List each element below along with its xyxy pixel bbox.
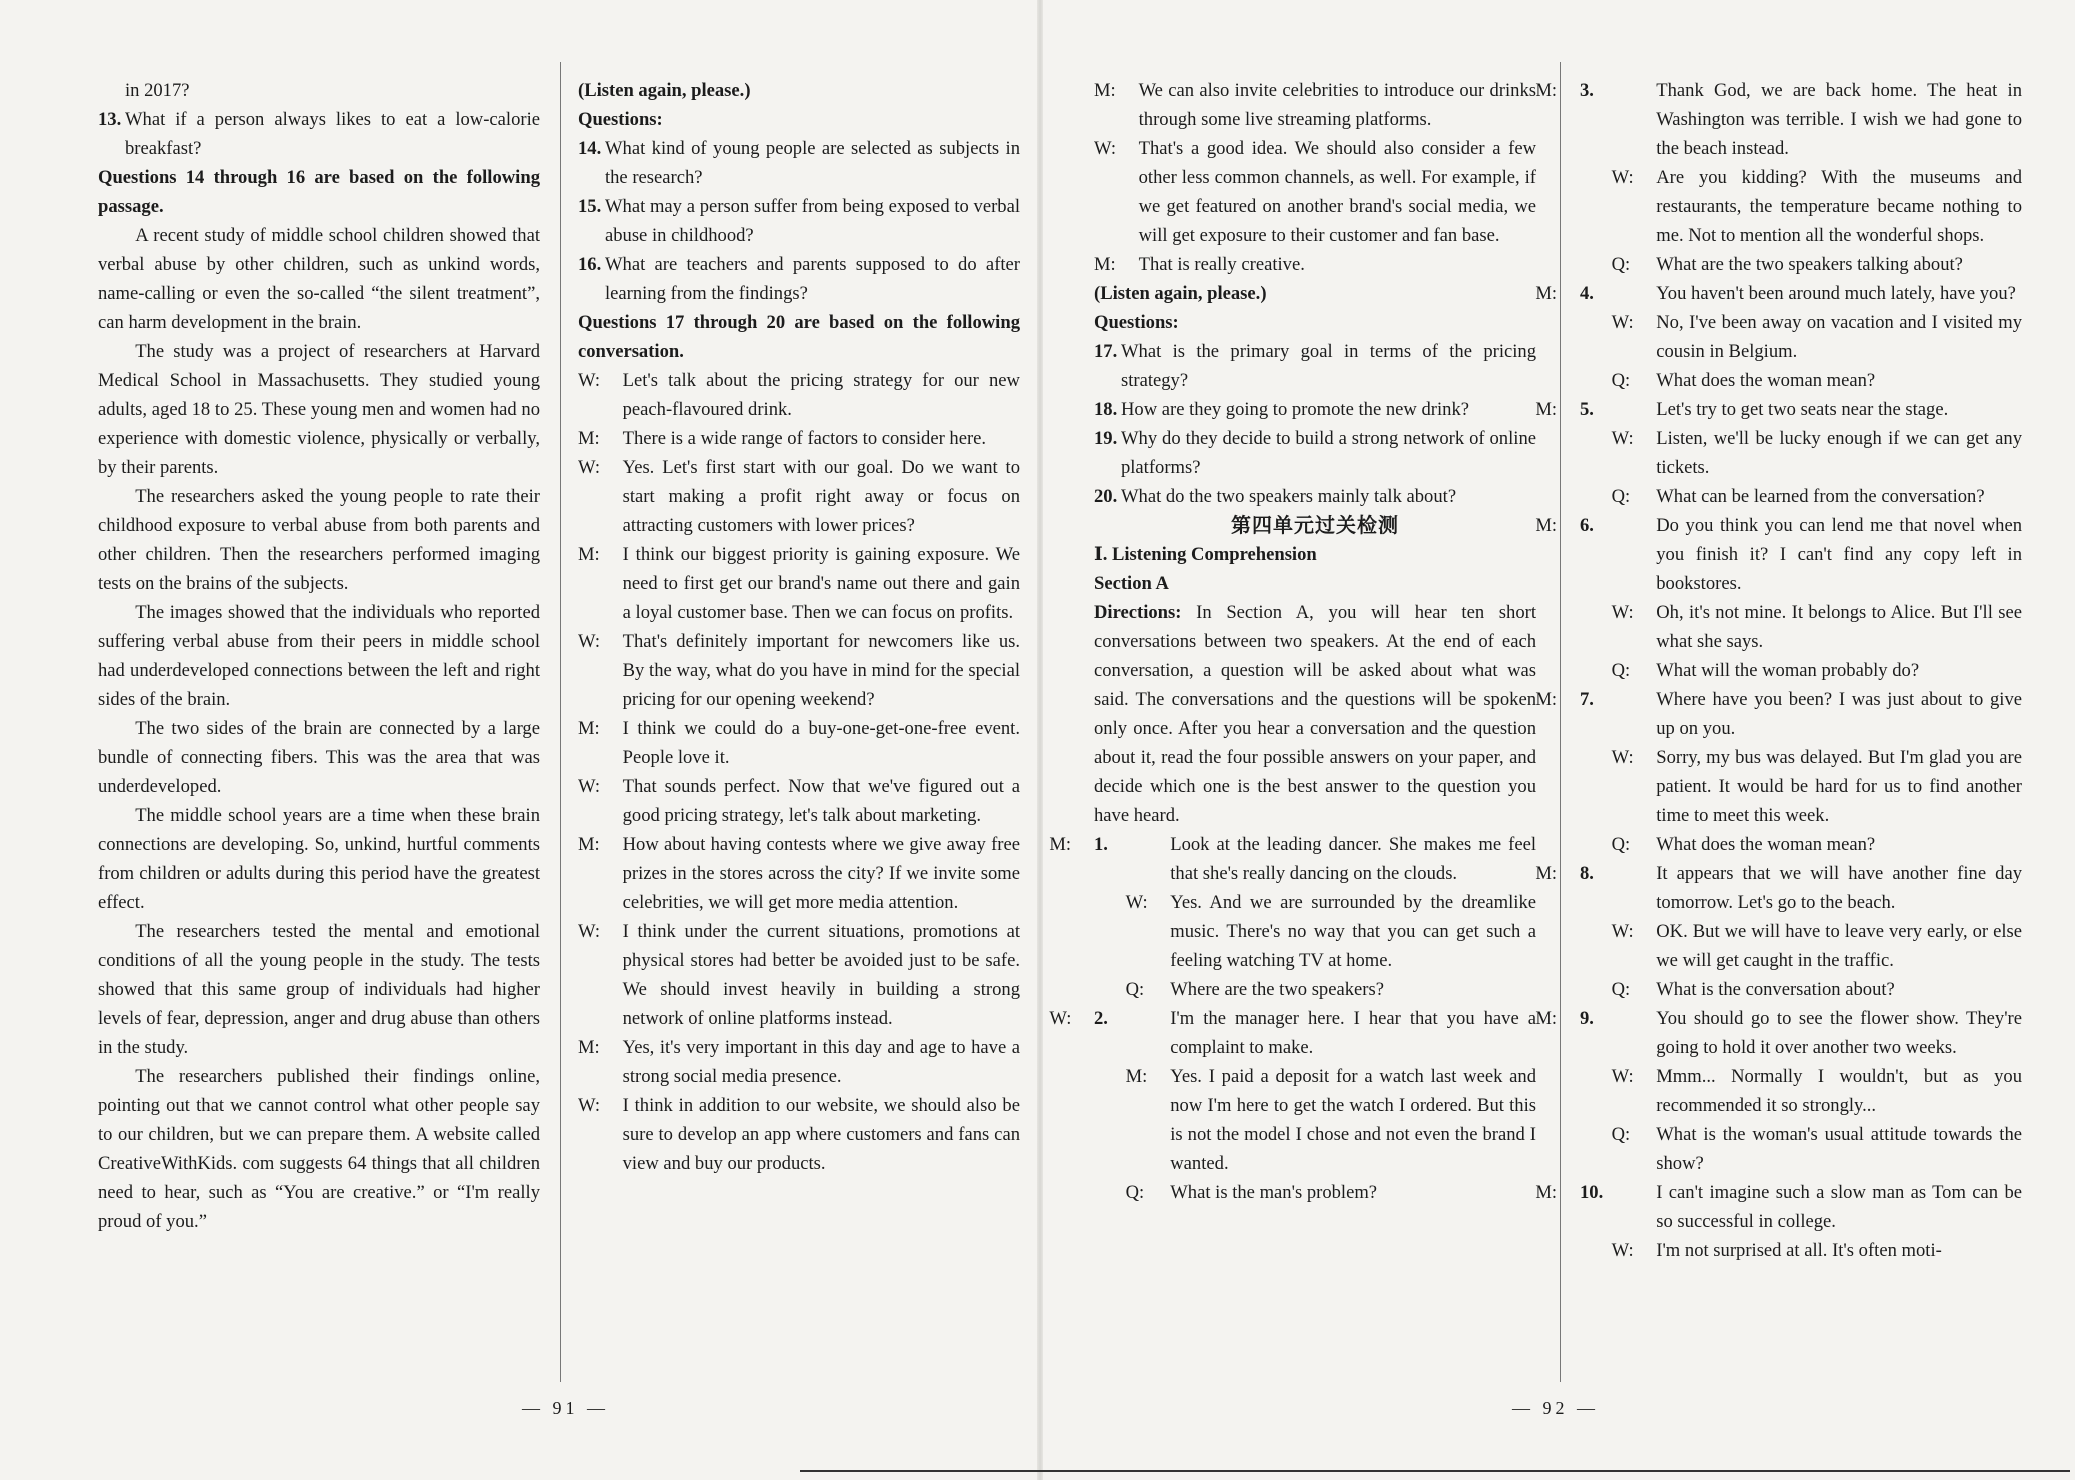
question-item (1094, 395, 1536, 424)
question-text: What do the two speakers mainly talk about? (1120, 486, 1457, 507)
dialogue-line (1580, 1120, 2022, 1178)
speaker-label: Q: (1611, 1124, 1631, 1145)
passage-paragraph: The two sides of the brain are connected by a large bundle of connecting fibers. This was the area that was underdeveloped. (98, 718, 540, 797)
dialogue-line (1580, 975, 2022, 1004)
speaker-label: W: (1611, 602, 1634, 623)
speaker-label: M: (1535, 283, 1558, 304)
speaker-label: M: (1125, 1066, 1148, 1087)
passage-paragraph: A recent study of middle school children showed that verbal abuse by other children, such as unkind words, name-calling or even the so-called “the silent treatment”, can harm development in the brain. (98, 225, 540, 333)
item-number: 4. (1580, 283, 1594, 304)
question-text: What may a person suffer from being exposed to verbal abuse in childhood? (604, 196, 1020, 246)
dialogue-line (578, 714, 1020, 772)
dialogue-line (1094, 975, 1536, 1004)
speaker-label: W: (1611, 167, 1634, 188)
dialogue-text: Yes. And we are surrounded by the dreamlike music. There's no way that you can get such a feeling watching TV at home. (1170, 892, 1536, 971)
item-number: 1. (1094, 834, 1108, 855)
speaker-label: W: (578, 1095, 601, 1116)
dialogue-text: That is really creative. (1138, 254, 1305, 275)
question-item (1094, 424, 1536, 482)
item-number: 6. (1580, 515, 1594, 536)
speaker-label: W: (578, 370, 601, 391)
dialogue-line (578, 772, 1020, 830)
dialogue-line (578, 917, 1020, 1033)
dialogue-text: What is the conversation about? (1656, 979, 1895, 1000)
dialogue-line (1580, 1236, 2022, 1265)
dialogue-line (1580, 1062, 2022, 1120)
speaker-label: W: (1611, 921, 1634, 942)
numbered-dialogue-line (1535, 279, 2022, 308)
speaker-label: W: (1125, 892, 1148, 913)
section-heading: Ⅰ. Listening Comprehension (1094, 544, 1317, 565)
question-item (578, 250, 1020, 308)
speaker-label: M: (1049, 834, 1072, 855)
numbered-dialogue-line (1535, 859, 2022, 917)
dialogue-line (1094, 76, 1536, 134)
question-number: 13. (98, 109, 122, 130)
dialogue-text: That sounds perfect. Now that we've figured out a good pricing strategy, let's talk about marketing. (622, 776, 1020, 826)
dialogue-line (578, 830, 1020, 917)
speaker-label: W: (578, 457, 601, 478)
numbered-dialogue-line (1535, 511, 2022, 598)
passage-paragraph: The researchers asked the young people to rate their childhood exposure to verbal abuse from both parents and other children. Then the researchers performed imaging tests on the brains of the subjects. (98, 486, 540, 594)
numbered-dialogue-line (1535, 76, 2022, 163)
dialogue-line (1094, 250, 1536, 279)
dialogue-line (1094, 1062, 1536, 1178)
dialogue-text: I'm not surprised at all. It's often moti- (1656, 1240, 1942, 1261)
section-heading: Questions: (1094, 312, 1179, 333)
dialogue-text: Listen, we'll be lucky enough if we can get any tickets. (1656, 428, 2022, 478)
dialogue-text: I'm the manager here. I hear that you have a complaint to make. (1170, 1008, 1536, 1058)
speaker-label: W: (578, 776, 601, 797)
dialogue-line (578, 453, 1020, 540)
dialogue-line (578, 1091, 1020, 1178)
page-number-left: — 91 — (522, 1398, 609, 1418)
speaker-label: Q: (1611, 370, 1631, 391)
dialogue-line (1094, 888, 1536, 975)
speaker-label: W: (1611, 312, 1634, 333)
item-number: 2. (1094, 1008, 1108, 1029)
dialogue-text: Let's try to get two seats near the stage. (1656, 399, 1949, 420)
directions-label: Directions: (1094, 602, 1182, 623)
dialogue-line (1580, 830, 2022, 859)
numbered-dialogue-line (1049, 1004, 1536, 1062)
dialogue-text: Where are the two speakers? (1170, 979, 1384, 1000)
question-item (1094, 337, 1536, 395)
dialogue-text: We can also invite celebrities to introduce our drinks through some live streaming platforms. (1138, 80, 1536, 130)
dialogue-text: What is the woman's usual attitude towards the show? (1656, 1124, 2022, 1174)
dialogue-text: Look at the leading dancer. She makes me feel that she's really dancing on the clouds. (1170, 834, 1536, 884)
dialogue-text: What does the woman mean? (1656, 834, 1876, 855)
dialogue-text: I think in addition to our website, we should also be sure to develop an app where customers and fans can view and buy our products. (622, 1095, 1020, 1174)
dialogue-text: I think we could do a buy-one-get-one-free event. People love it. (622, 718, 1020, 768)
question-text: Why do they decide to build a strong network of online platforms? (1120, 428, 1536, 478)
dialogue-text: Oh, it's not mine. It belongs to Alice. But I'll see what she says. (1656, 602, 2022, 652)
passage-paragraph: The researchers tested the mental and emotional conditions of all the young people in the study. The tests showed that this same group of individuals had higher levels of fear, depression, anger and drug abuse than others in the study. (98, 921, 540, 1058)
scan-edge-line (800, 1470, 2070, 1472)
speaker-label: Q: (1125, 1182, 1145, 1203)
dialogue-text: I can't imagine such a slow man as Tom can be so successful in college. (1656, 1182, 2022, 1232)
dialogue-line (578, 540, 1020, 627)
question-number: 14. (578, 138, 602, 159)
dialogue-line (1580, 163, 2022, 250)
speaker-label: W: (1611, 1066, 1634, 1087)
dialogue-text: Yes. I paid a deposit for a watch last week and now I'm here to get the watch I ordered. But this is not the model I chose and not even the brand I wanted. (1170, 1066, 1536, 1174)
right-page-column-2 (1535, 76, 2022, 1265)
section-heading: Questions: (578, 109, 663, 130)
speaker-label: M: (1535, 689, 1558, 710)
dialogue-text: What will the woman probably do? (1656, 660, 1920, 681)
item-number: 8. (1580, 863, 1594, 884)
speaker-label: W: (578, 631, 601, 652)
section-heading: (Listen again, please.) (1094, 283, 1267, 304)
section-heading: Questions 17 through 20 are based on the following conversation. (578, 312, 1020, 362)
dialogue-text: Are you kidding? With the museums and restaurants, the temperature became nothing to me. Not to mention all the wonderful shops. (1656, 167, 2022, 246)
page-gutter (1037, 0, 1043, 1480)
dialogue-text: How about having contests where we give away free prizes in the stores across the city? If we invite some celebrities, we will get more media attention. (622, 834, 1020, 913)
speaker-label: W: (1611, 1240, 1634, 1261)
passage-paragraph: The middle school years are a time when these brain connections are developing. So, unkind, hurtful comments from children or adults during this period have the greatest effect. (98, 805, 540, 913)
numbered-dialogue-line (1049, 830, 1536, 888)
speaker-label: M: (578, 428, 600, 449)
speaker-label: W: (1094, 138, 1117, 159)
dialogue-line (1580, 308, 2022, 366)
dialogue-text: No, I've been away on vacation and I visited my cousin in Belgium. (1656, 312, 2022, 362)
page-number-right: — 92 — (1512, 1398, 1599, 1418)
dialogue-text: Do you think you can lend me that novel when you finish it? I can't find any copy left in bookstores. (1656, 515, 2022, 594)
speaker-label: Q: (1611, 834, 1631, 855)
question-text: What if a person always likes to eat a low-calorie breakfast? (124, 109, 540, 159)
dialogue-line (578, 424, 1020, 453)
dialogue-text: Sorry, my bus was delayed. But I'm glad you are patient. It would be hard for us to find another time to meet this week. (1656, 747, 2022, 826)
speaker-label: W: (1611, 747, 1634, 768)
speaker-label: Q: (1125, 979, 1145, 1000)
directions-paragraph (1094, 598, 1536, 830)
section-heading: (Listen again, please.) (578, 80, 751, 101)
dialogue-line (1580, 424, 2022, 482)
passage-paragraph: The images showed that the individuals who reported suffering verbal abuse from their peers in middle school had underdeveloped connections between the left and right sides of the brain. (98, 602, 540, 710)
numbered-dialogue-line (1535, 685, 2022, 743)
speaker-label: W: (578, 921, 601, 942)
section-heading: Questions 14 through 16 are based on the following passage. (98, 167, 540, 217)
continued-text: in 2017? (124, 80, 190, 101)
directions-text: In Section A, you will hear ten short conversations between two speakers. At the end of each conversation, a question will be asked about what was said. The conversations and the questions will be spoken only once. After you hear a conversation and the question about it, read the four possible answers on your paper, and decide which one is the best answer to the question you have heard. (1094, 602, 1536, 826)
speaker-label: Q: (1611, 254, 1631, 275)
question-text: How are they going to promote the new drink? (1120, 399, 1469, 420)
item-number: 10. (1580, 1182, 1604, 1203)
question-item (578, 192, 1020, 250)
dialogue-text: Thank God, we are back home. The heat in Washington was terrible. I wish we had gone to the beach instead. (1656, 80, 2022, 159)
dialogue-text: OK. But we will have to leave very early, or else we will get caught in the traffic. (1656, 921, 2022, 971)
item-number: 7. (1580, 689, 1594, 710)
dialogue-line (1094, 134, 1536, 250)
dialogue-line (1580, 250, 2022, 279)
dialogue-text: What is the man's problem? (1170, 1182, 1378, 1203)
dialogue-text: You should go to see the flower show. They're going to hold it over another two weeks. (1656, 1008, 2022, 1058)
dialogue-text: Yes. Let's first start with our goal. Do we want to start making a profit right away or focus on attracting customers with lower prices? (622, 457, 1020, 536)
speaker-label: M: (578, 718, 600, 739)
dialogue-line (578, 627, 1020, 714)
dialogue-text: That's a good idea. We should also consider a few other less common channels, as well. For example, if we get featured on another brand's social media, we will get exposure to their customer and fan base. (1138, 138, 1536, 246)
unit-test-heading: 第四单元过关检测 (1231, 513, 1399, 537)
dialogue-text: It appears that we will have another fine day tomorrow. Let's go to the beach. (1656, 863, 2022, 913)
speaker-label: M: (1535, 515, 1558, 536)
speaker-label: M: (1535, 399, 1558, 420)
speaker-label: W: (1611, 428, 1634, 449)
dialogue-text: What does the woman mean? (1656, 370, 1876, 391)
item-number: 3. (1580, 80, 1594, 101)
dialogue-text: That's definitely important for newcomers like us. By the way, what do you have in mind for the special pricing for our opening weekend? (622, 631, 1020, 710)
dialogue-line (1580, 366, 2022, 395)
dialogue-line (1580, 598, 2022, 656)
question-number: 19. (1094, 428, 1118, 449)
dialogue-text: Let's talk about the pricing strategy for our new peach-flavoured drink. (622, 370, 1020, 420)
speaker-label: Q: (1611, 660, 1631, 681)
question-number: 15. (578, 196, 602, 217)
speaker-label: M: (578, 544, 600, 565)
speaker-label: M: (578, 1037, 600, 1058)
question-text: What kind of young people are selected as subjects in the research? (604, 138, 1020, 188)
dialogue-text: I think our biggest priority is gaining exposure. We need to first get our brand's name out there and gain a loyal customer base. Then we can focus on profits. (622, 544, 1020, 623)
question-text: What is the primary goal in terms of the pricing strategy? (1120, 341, 1536, 391)
column-divider-right (1560, 62, 1561, 1382)
question-text: What are teachers and parents supposed to do after learning from the findings? (604, 254, 1020, 304)
dialogue-line (1580, 482, 2022, 511)
numbered-dialogue-line (1535, 1178, 2022, 1236)
dialogue-text: What can be learned from the conversation? (1656, 486, 1985, 507)
question-number: 16. (578, 254, 602, 275)
dialogue-text: There is a wide range of factors to consider here. (622, 428, 987, 449)
dialogue-line (578, 366, 1020, 424)
passage-paragraph: The researchers published their findings online, pointing out that we cannot control what other people say to our children, but we can prepare them. A website called CreativeWithKids. com suggests 64 things that all children need to hear, such as “You are creative.” or “I'm really proud of you.” (98, 1066, 540, 1232)
question-item (578, 134, 1020, 192)
speaker-label: Q: (1611, 486, 1631, 507)
dialogue-text: Yes, it's very important in this day and age to have a strong social media presence. (622, 1037, 1020, 1087)
dialogue-text: You haven't been around much lately, have you? (1656, 283, 2016, 304)
speaker-label: M: (578, 834, 600, 855)
speaker-label: M: (1535, 1008, 1558, 1029)
dialogue-text: Where have you been? I was just about to give up on you. (1656, 689, 2022, 739)
numbered-dialogue-line (1535, 395, 2022, 424)
question-number: 18. (1094, 399, 1118, 420)
dialogue-line (1580, 656, 2022, 685)
dialogue-line (578, 1033, 1020, 1091)
speaker-label: M: (1535, 1182, 1558, 1203)
question-number: 17. (1094, 341, 1118, 362)
question-number: 20. (1094, 486, 1118, 507)
dialogue-line (1094, 1178, 1536, 1207)
speaker-label: M: (1094, 80, 1116, 101)
question-item (1094, 482, 1536, 511)
speaker-label: M: (1535, 80, 1558, 101)
dialogue-line (1580, 743, 2022, 830)
dialogue-line (1580, 917, 2022, 975)
section-heading: Section A (1094, 573, 1169, 594)
speaker-label: W: (1049, 1008, 1072, 1029)
dialogue-text: Mmm... Normally I wouldn't, but as you recommended it so strongly... (1656, 1066, 2022, 1116)
question-item (98, 105, 540, 163)
numbered-dialogue-line (1535, 1004, 2022, 1062)
left-page-column-1 (98, 76, 540, 1236)
dialogue-text: I think under the current situations, promotions at physical stores had better be avoided just to be safe. We should invest heavily in building a strong network of online platforms instead. (622, 921, 1020, 1029)
speaker-label: M: (1535, 863, 1558, 884)
speaker-label: Q: (1611, 979, 1631, 1000)
item-number: 5. (1580, 399, 1594, 420)
item-number: 9. (1580, 1008, 1594, 1029)
right-page-column-1 (1049, 76, 1536, 1207)
column-divider-left (560, 62, 561, 1382)
passage-paragraph: The study was a project of researchers at Harvard Medical School in Massachusetts. They studied young adults, aged 18 to 25. These young men and women had no experience with domestic violence, physically or verbally, by their parents. (98, 341, 540, 478)
left-page-column-2 (578, 76, 1020, 1178)
speaker-label: M: (1094, 254, 1116, 275)
dialogue-text: What are the two speakers talking about? (1656, 254, 1963, 275)
